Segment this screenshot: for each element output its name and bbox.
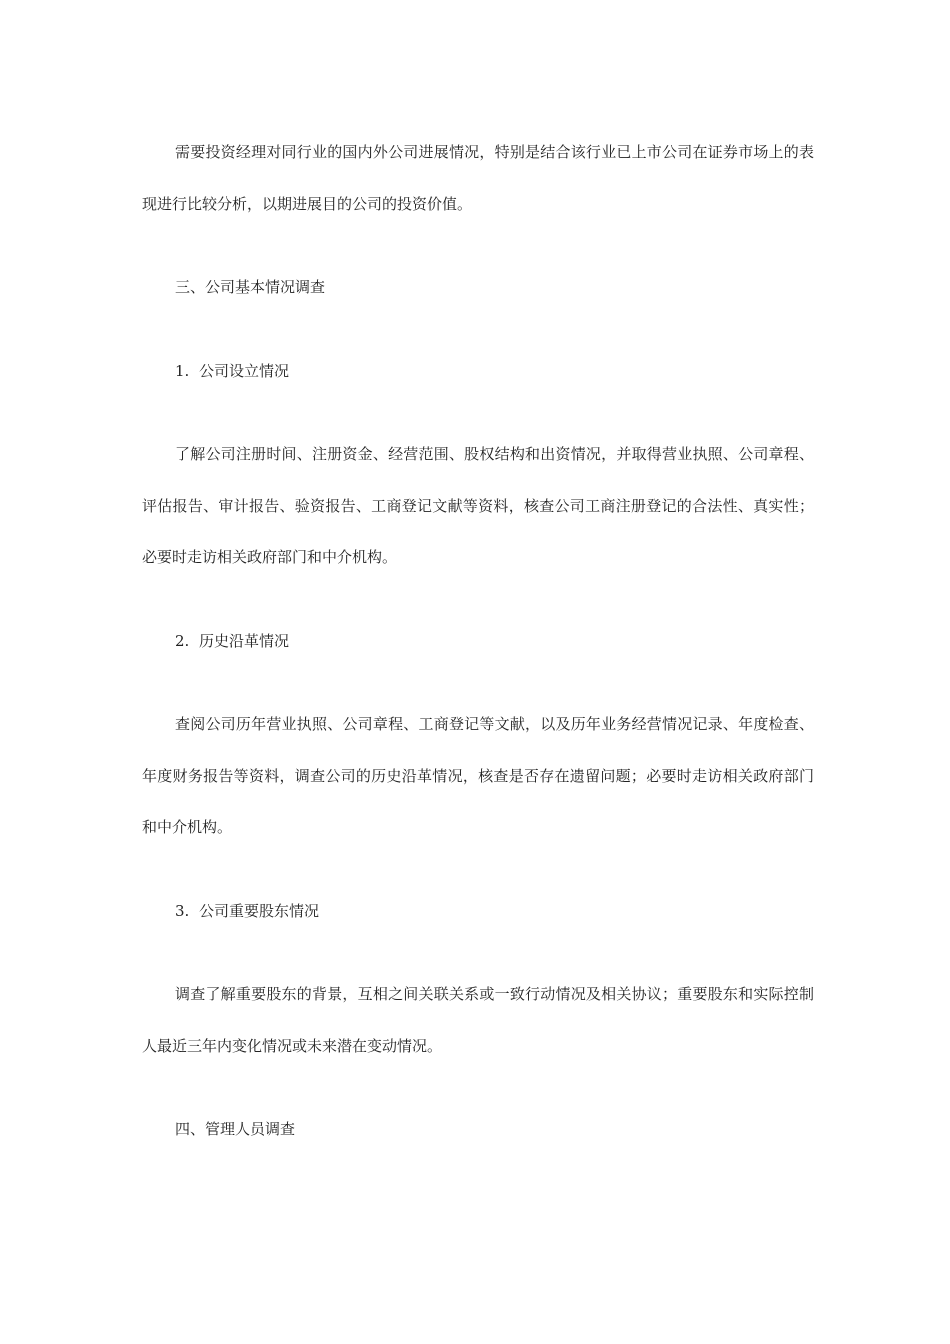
paragraph-history: 查阅公司历年营业执照、公司章程、工商登记等文献，以及历年业务经营情况记录、年度检查、年度财务报告等资料，调查公司的历史沿革情况，核查是否存在遗留问题；必要时走访相关政府部门和中介机构。 xyxy=(142,715,814,836)
spacer xyxy=(142,854,814,886)
subsection-title: 历史沿革情况 xyxy=(199,631,290,650)
subsection-number: 3. xyxy=(175,901,190,920)
spacer xyxy=(142,584,814,616)
subsection-title: 公司设立情况 xyxy=(199,361,290,380)
spacer xyxy=(142,937,814,969)
paragraph-industry-comparison: 需要投资经理对同行业的国内外公司进展情况，特别是结合该行业已上市公司在证券市场上的表现进行比较分析，以期进展目的公司的投资价值。 xyxy=(142,143,814,213)
spacer xyxy=(142,230,814,262)
spacer xyxy=(142,1072,814,1104)
paragraph-establishment: 了解公司注册时间、注册资金、经营范围、股权结构和出资情况，并取得营业执照、公司章程、评估报告、审计报告、验资报告、工商登记文献等资料，核查公司工商注册登记的合法性、真实性；必要时走访相关政府部门和中介机构。 xyxy=(142,445,814,566)
subsection-heading-establishment xyxy=(142,346,814,398)
spacer xyxy=(142,397,814,429)
subsection-title: 公司重要股东情况 xyxy=(199,901,320,920)
section-heading-management: 四、管理人员调查 xyxy=(175,1120,296,1138)
subsection-number: 2. xyxy=(175,631,190,650)
subsection-heading-history xyxy=(142,616,814,668)
subsection-heading-shareholders xyxy=(142,886,814,938)
spacer xyxy=(142,667,814,699)
subsection-number: 1. xyxy=(175,361,190,380)
section-heading-basic-info: 三、公司基本情况调查 xyxy=(175,278,326,296)
document-body xyxy=(142,127,814,1156)
paragraph-shareholders: 调查了解重要股东的背景，互相之间关联关系或一致行动情况及相关协议；重要股东和实际控制人最近三年内变化情况或未来潜在变动情况。 xyxy=(142,985,814,1055)
spacer xyxy=(142,314,814,346)
